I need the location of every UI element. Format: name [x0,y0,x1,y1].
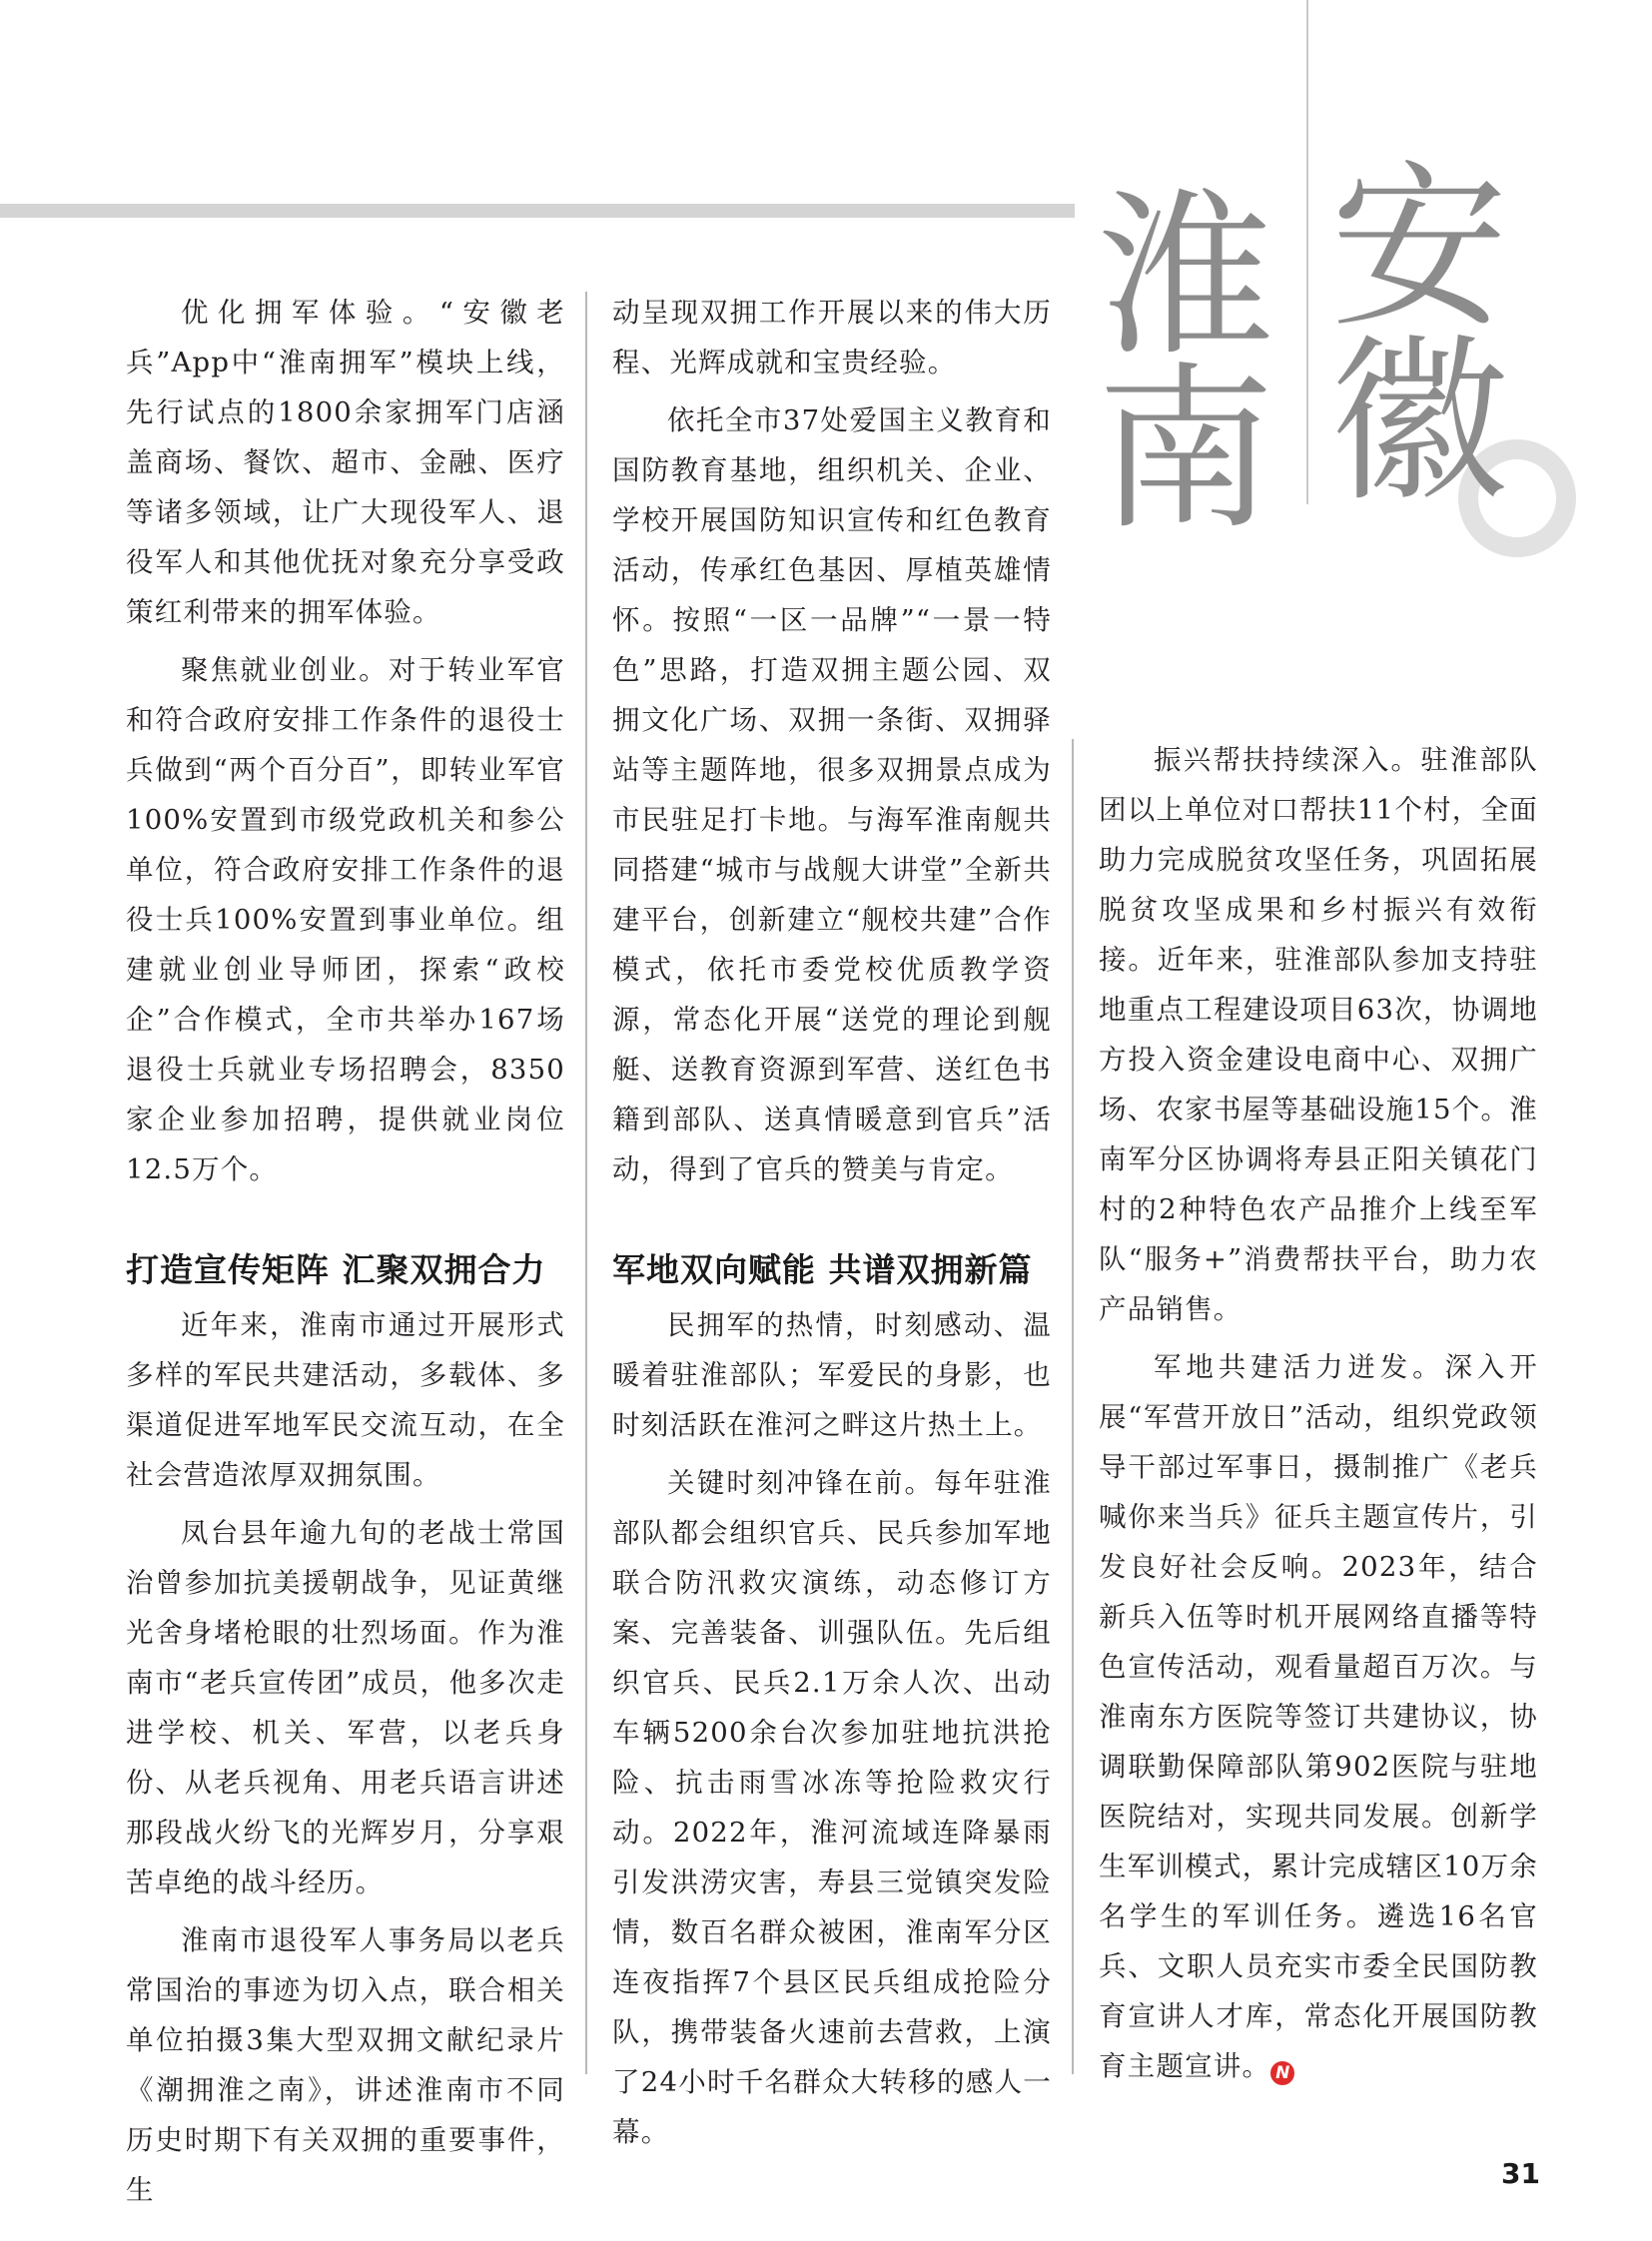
body-paragraph [1099,1342,1538,2091]
body-paragraph: 动呈现双拥工作开展以来的伟大历程、光辉成就和宝贵经验。 [612,297,1052,378]
body-paragraph: 优化拥军体验。“安徽老兵”App中“淮南拥军”模块上线，先行试点的1800余家拥军门店涵盖商场、餐饮、超市、金融、医疗等诸多领域，让广大现役军人、退役军人和其他优抚对象充分享受政策红利带来的拥军体验。 [126,297,565,628]
end-of-article-icon: N [1270,2061,1294,2085]
body-paragraph: 依托全市37处爱国主义教育和国防教育基地，组织机关、企业、学校开展国防知识宣传和红色教育活动，传承红色基因、厚植英雄情怀。按照“一区一品牌”“一景一特色”思路，打造双拥主题公园、双拥文化广场、双拥一条街、双拥驿站等主题阵地，很多双拥景点成为市民驻足打卡地。与海军淮南舰共同搭建“城市与战舰大讲堂”全新共建平台，创新建立“舰校共建”合作模式，依托市委党校优质教学资源，常态化开展“送党的理论到舰艇、送教育资源到军营、送红色书籍到部队、送真情暖意到官兵”活动，得到了官兵的赞美与肯定。 [612,404,1052,1185]
masthead-char-an: 安 [1330,145,1508,352]
masthead-char-huai: 淮 [1097,173,1274,379]
body-paragraph: 关键时刻冲锋在前。每年驻淮部队都会组织官兵、民兵参加军地联合防汛救灾演练，动态修订方案、完善装备、训强队伍。先后组织官兵、民兵2.1万余人次、出动车辆5200余台次参加驻地抗洪抢险、抗击雨雪冰冻等抢险救灾行动。2022年，淮河流域连降暴雨引发洪涝灾害，寿县三觉镇突发险情，数百名群众被困，淮南军分区连夜指挥7个县区民兵组成抢险分队，携带装备火速前去营救，上演了24小时千名群众大转移的感人一幕。 [612,1467,1052,2148]
body-paragraph: 近年来，淮南市通过开展形式多样的军民共建活动，多载体、多渠道促进军地军民交流互动，在全社会营造浓厚双拥氛围。 [126,1309,565,1491]
article-column-3 [1099,735,1538,2099]
masthead-char-hui: 徽 [1330,319,1508,525]
body-paragraph: 凤台县年逾九旬的老战士常国治曾参加抗美援朝战争，见证黄继光舍身堵枪眼的壮烈场面。作为淮南市“老兵宣传团”成员，他多次走进学校、机关、军营，以老兵身份、从老兵视角、用老兵语言讲述那段战火纷飞的光辉岁月，分享艰苦卓绝的战斗经历。 [126,1517,565,1898]
page-number: 31 [1501,2157,1540,2190]
column-divider-1 [585,292,587,2074]
body-paragraph: 民拥军的热情，时刻感动、温暖着驻淮部队；军爱民的身影，也时刻活跃在淮河之畔这片热土上。 [612,1309,1052,1441]
section-heading: 军地双向赋能 共谱双拥新篇 [612,1250,1033,1289]
paragraph-text: 军地共建活力迸发。深入开展“军营开放日”活动，组织党政领导干部过军事日，摄制推广《老兵喊你来当兵》征兵主题宣传片，引发良好社会反响。2023年，结合新兵入伍等时机开展网络直播等特色宣传活动，观看量超百万次。与淮南东方医院等签订共建协议，协调联勤保障部队第902医院与驻地医院结对，实现共同发展。创新学生军训模式，累计完成辖区10万余名学生的军训任务。遴选16名官兵、文职人员充实市委全民国防教育宣讲人才库，常态化开展国防教育主题宣讲。 [1099,1351,1538,2082]
header-rule [0,204,1075,218]
section-heading: 打造宣传矩阵 汇聚双拥合力 [126,1250,546,1289]
article-column-2 [612,288,1052,2165]
column-divider-2 [1072,739,1074,2074]
article-column-1 [126,288,565,2223]
body-paragraph: 聚焦就业创业。对于转业军官和符合政府安排工作条件的退役士兵做到“两个百分百”，即转业军官100%安置到市级党政机关和参公单位，符合政府安排工作条件的退役士兵100%安置到事业单位。组建就业创业导师团，探索“政校企”合作模式，全市共举办167场退役士兵就业专场招聘会，8350家企业参加招聘，提供就业岗位12.5万个。 [126,654,565,1185]
masthead-char-nan: 南 [1097,347,1274,553]
body-paragraph: 振兴帮扶持续深入。驻淮部队团以上单位对口帮扶11个村，全面助力完成脱贫攻坚任务，巩固拓展脱贫攻坚成果和乡村振兴有效衔接。近年来，驻淮部队参加支持驻地重点工程建设项目63次，协调地方投入资金建设电商中心、双拥广场、农家书屋等基础设施15个。淮南军分区协调将寿县正阳关镇花门村的2种特色农产品推介上线至军队“服务+”消费帮扶平台，助力农产品销售。 [1099,744,1538,1325]
body-paragraph: 淮南市退役军人事务局以老兵常国治的事迹为切入点，联合相关单位拍摄3集大型双拥文献纪录片《潮拥淮之南》，讲述淮南市不同历史时期下有关双拥的重要事件，生 [126,1924,565,2206]
masthead-vertical-rule [1306,0,1308,504]
